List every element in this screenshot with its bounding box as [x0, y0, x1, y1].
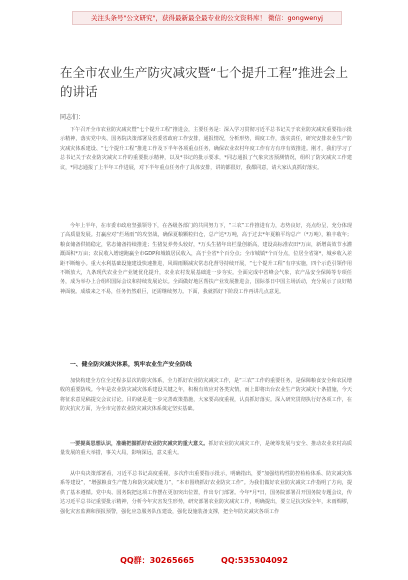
- footer: [0, 555, 408, 566]
- subheading-text: 抓好农业防灾减灾工作，是统筹发展与安全、推动农业农村高质量发展的重大举措，事关大局，影响深远，意义重大。: [60, 441, 352, 457]
- paragraph-subheading: [60, 440, 352, 459]
- subheading: 一要提高思想认识，准确把握抓好农业防灾减灾的重大意义。: [70, 441, 209, 447]
- footer-qq: QQ:535304092: [221, 556, 288, 565]
- salutation: 同志们：: [60, 114, 85, 121]
- paragraph-progress: 今年上半年，在市委市政府坚强领导下，在各级各部门的共同努力下，“三农”工作推进有力，态势良好，亮点纷呈，充分体现了高质量发展。打赢应对“烂场雨”的攻坚战，确保夏粮颗粒归仓，总产达*万吨，高于过去*年夏粮平均总产（*万吨），粮丰收年；粮食储备供销稳定，常态储备持续推进；生猪复养势头较好，*万头生猪年出栏量创新高，建设高标准农田*万亩，新增高效节水灌溉面积*万亩；农民收入增速跑赢全市GDP和城镇居民收入，高于全省*个百分点；全市城镇*个百分点，位居全省第*，城乡收入差距不断缩小。重大水利基础设施建设快速推进，风调雨顺减灾常态化督导持续开展，“七个提升工程”有序实施，四个示范引领作用不断放大，九条现代农业全产业链优化提升，农业农村发展基础进一步夯实。全面完成中省峰会气象，农产品安全保障等专项任务，成为举办上合组织国际会议和持续发展论坛。全面做好地区帮扶产业发展推进会，国际茶日中国主场活动，充分展示了良好精神面貌。成绩来之不易，任务仍然艰巨，还需继续努力。下面，我就抓好下阶段工作再讲几点意见。: [60, 223, 352, 295]
- document-title: 在全市农业生产防灾减灾暨“七个提升工程”推进会上的讲话: [60, 65, 348, 99]
- footer-qq-group: QQ群：30265665: [120, 556, 195, 565]
- paragraph-central-policy: 从中央决策部署看，习近平总书记高度重视，多次作出重要指示批示，明确指出，要“加强结构性防控检检体系、防灾减灾体系等建设”，“增强粮食生产能力和防灾减灾能力”，“本市围绕抓好农业防灾工作”。为我们做好农业防灾减灾工作指明了方向，提供了基本遵循。党中央、国务院把这项工作摆在更加突出位置，作出专门部署。今年*月*日，国务院部署召开国务院专题会议，传达习近平总书记重要批示精神，分析今年灾害发生形势，研究部署农业防灾减灾工作，明确提出，要立足抗灾保全年，未雨绸缪，强化灾害监测和预报预警，强化应急服务队伍建设，强化设施装备支撑，把全年防灾减灾各项工作: [60, 471, 352, 515]
- paragraph-intro: 下午召开全市农业防灾减灾暨“七个提升工程”推进会，主要任务是：深入学习贯彻习近平总书记关于农业防灾减灾重要指示批示精神，落实党中央、国务院决策部署及省委省政府工作安排，通报情况，分析形势，调度工作，落实责任，研究安排农业生产防灾减灾体系建设、“七个提升工程”推进工作及下半年各项重点任务，确保农业农村年度工作有方有序有效推进。刚才，我们学习了总书记关于农业防灾减灾工作的重要批示精神，以及*书记的批示要求，*同志通报了气象灾害预测情况，组织了防灾减灾工作建议，*同志通报了上半年工作进展，对下半年重点任务作了具体安排，讲的都很好，我都同意，请大家认真抓好落实。: [60, 127, 352, 171]
- section-heading-1: 一、健全防灾减灾体系，筑牢农业生产安全防线: [70, 362, 192, 368]
- paragraph-section-1: 加快构建全方位全过程多层次的防灾体系，全力抓好农业防灾减灾工作，是“三农”工作的重要任务，是保障粮食安全和农民增收的重要防线。今年是农业防灾减灾体系建设关键之年，积极有效应对各类灾情，而上即将出台农业生产防灾减灾十条措施，今天将征求意见稿提交会议讨论。目的就是进一步完善政策措施，大家要高度重视，认真抓好落实。深入研究贯彻执行好各项工作，在防灾抗灾方面，为全市完善农业防灾减灾体系奠定坚实基础。: [60, 378, 352, 413]
- top-banner: 关注头条号"公文研究"，获得最新最全最专业的公文资料库！ 微信：gongwenyj: [72, 11, 342, 25]
